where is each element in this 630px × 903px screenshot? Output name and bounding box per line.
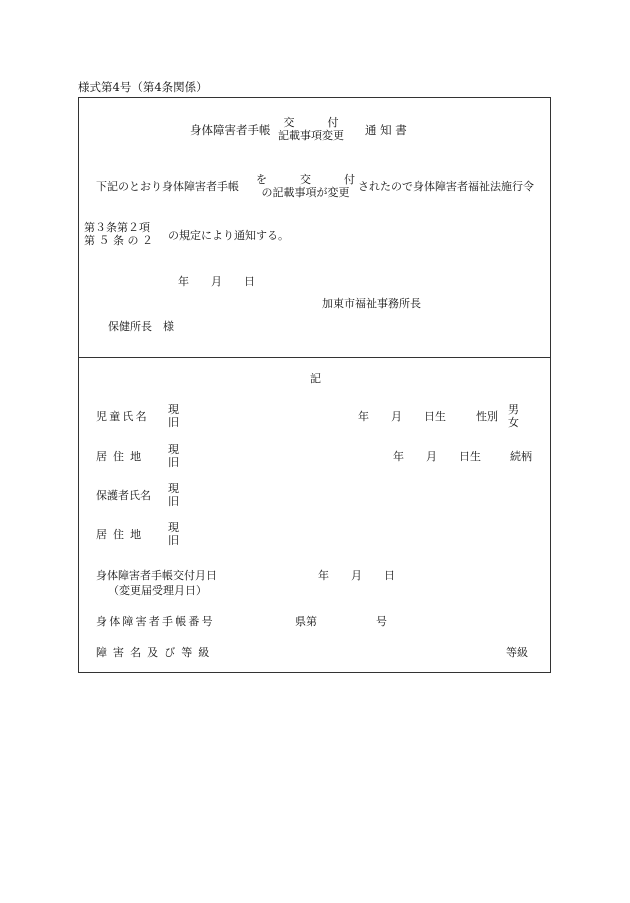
- issue-date-sublabel: （変更届受理月日）: [108, 584, 207, 597]
- gender-male: 男: [508, 403, 519, 416]
- grade-label: 等級: [506, 646, 528, 659]
- child-name-label: 児童氏名: [96, 410, 149, 423]
- notice-date: 年 月 日: [178, 275, 255, 288]
- guardian-birthdate: 年 月 日生: [393, 450, 481, 463]
- article-options: [84, 222, 153, 247]
- guardian-name-current-former: [168, 483, 179, 508]
- former-label: 旧: [168, 415, 179, 429]
- title-left: 身体障害者手帳: [190, 123, 271, 137]
- address-2-label: 居住地: [96, 528, 148, 541]
- article-option-2: 第 ５ 条 の ２: [84, 233, 153, 247]
- booklet-number-label: 身体障害者手帳番号: [96, 615, 215, 628]
- title-right: 通 知 書: [365, 123, 407, 137]
- booklet-prefecture: 県第: [295, 615, 317, 628]
- paragraph-option-change: の記載事項が変更: [261, 185, 350, 199]
- child-birthdate: 年 月 日生: [358, 410, 446, 423]
- title-option-change: 記載事項変更: [278, 128, 344, 142]
- former-label: 旧: [168, 533, 179, 547]
- issue-date-value: 年 月 日: [318, 569, 395, 582]
- gender-female: 女: [508, 415, 519, 429]
- current-label: 現: [168, 482, 179, 495]
- former-label: 旧: [168, 494, 179, 508]
- sender: 加東市福祉事務所長: [322, 297, 421, 310]
- former-label: 旧: [168, 455, 179, 469]
- booklet-number-suffix: 号: [376, 615, 387, 628]
- address-1-label: 居住地: [96, 450, 148, 463]
- title-option-issue: 交 付: [283, 116, 339, 129]
- paragraph-suffix: されたので身体障害者福祉法施行令: [358, 180, 534, 193]
- form-number: 様式第4号（第4条関係）: [78, 80, 208, 94]
- current-label: 現: [168, 443, 179, 456]
- gender-label: 性別: [476, 410, 498, 423]
- article-option-1: 第３条第２項: [84, 221, 150, 234]
- guardian-name-label: 保護者氏名: [96, 489, 151, 502]
- gender-options: [508, 404, 519, 429]
- record-heading: 記: [310, 372, 321, 385]
- current-label: 現: [168, 403, 179, 416]
- title-options: [278, 117, 344, 142]
- paragraph-prefix: 下記のとおり身体障害者手帳: [96, 180, 239, 193]
- child-name-current-former: [168, 404, 179, 429]
- article-suffix: の規定により通知する。: [168, 229, 289, 242]
- relationship-label: 続柄: [510, 450, 532, 463]
- current-label: 現: [168, 521, 179, 534]
- recipient: 保健所長 様: [108, 320, 174, 333]
- disability-label: 障害名及び等級: [96, 646, 216, 659]
- address-1-current-former: [168, 444, 179, 469]
- section-divider: [78, 357, 551, 358]
- paragraph-options: [256, 174, 355, 199]
- issue-date-label: 身体障害者手帳交付月日: [96, 569, 217, 582]
- paragraph-option-issue: を 交 付: [256, 173, 355, 186]
- address-2-current-former: [168, 522, 179, 547]
